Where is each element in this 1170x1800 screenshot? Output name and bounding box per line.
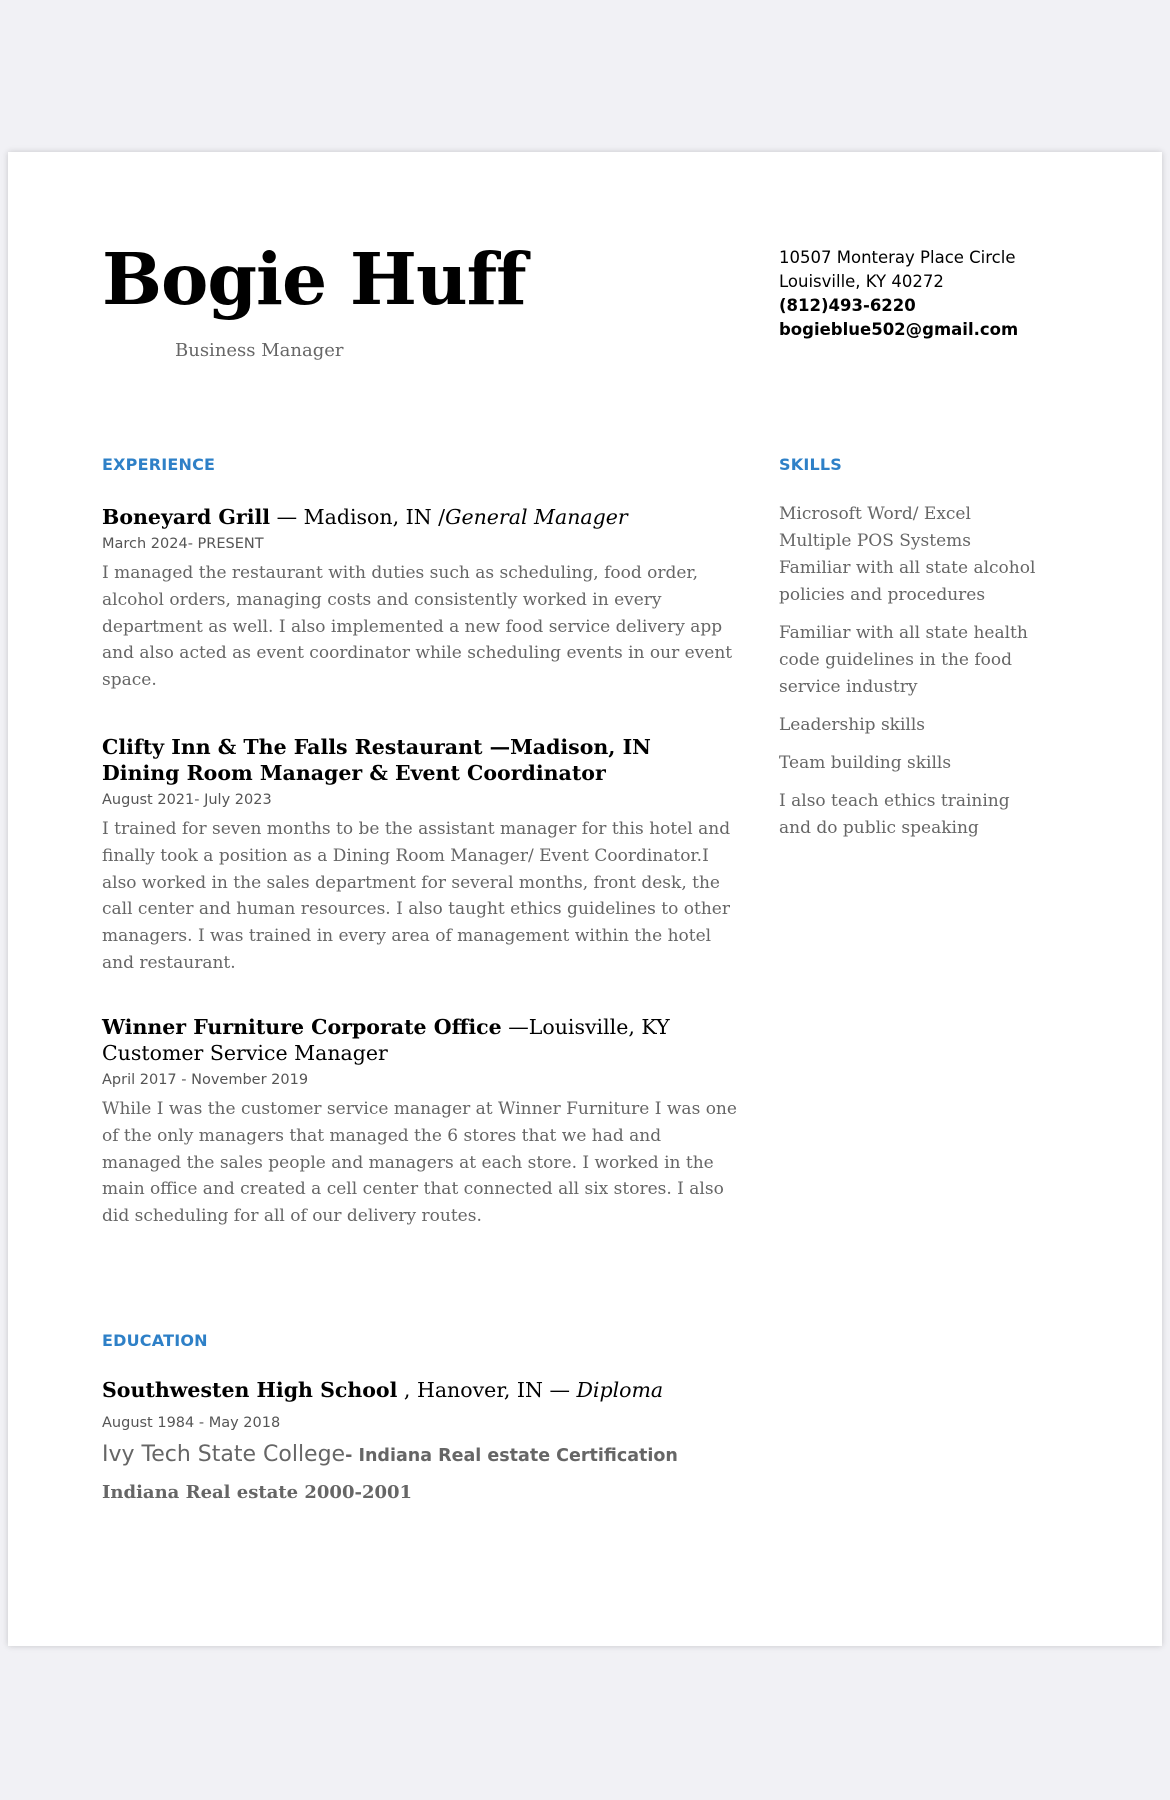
address-line-2: Louisville, KY 40272 xyxy=(779,272,944,291)
license-line: Indiana Real estate 2000-2001 xyxy=(102,1482,413,1503)
job-position: General Manager xyxy=(445,505,628,529)
experience-heading: EXPERIENCE xyxy=(102,455,216,474)
college-line xyxy=(102,1442,678,1467)
job-title-line xyxy=(102,734,742,760)
skill-item: Microsoft Word/ Excel xyxy=(779,504,971,524)
applicant-name: Bogie Huff xyxy=(102,237,526,321)
job-position: Dining Room Manager & Event Coordinator xyxy=(102,761,606,785)
job-position: Customer Service Manager xyxy=(102,1041,388,1065)
school-dates: August 1984 - May 2018 xyxy=(102,1415,281,1431)
resume-page xyxy=(8,152,1162,1646)
applicant-role: Business Manager xyxy=(175,340,344,361)
contact-block xyxy=(779,246,1018,342)
school-location: , Hanover, IN — xyxy=(397,1378,577,1402)
job-entry-3 xyxy=(102,1014,742,1230)
school-name: Southwesten High School xyxy=(102,1378,398,1402)
job-title-line xyxy=(102,1014,742,1040)
job-dates: August 2021- July 2023 xyxy=(102,792,272,808)
job-entry-1 xyxy=(102,504,742,694)
email-address: bogieblue502@gmail.com xyxy=(779,320,1019,339)
job-employer: Boneyard Grill xyxy=(102,505,271,529)
job-location: — Madison, IN / xyxy=(270,505,446,529)
job-employer: Clifty Inn & The Falls Restaurant —Madison, IN xyxy=(102,735,651,759)
education-heading: EDUCATION xyxy=(102,1331,208,1350)
college-name: Ivy Tech State College xyxy=(102,1442,346,1467)
skill-item: Familiar with all state alcohol policies and procedures xyxy=(779,558,1036,605)
job-location: —Louisville, KY xyxy=(501,1015,670,1039)
address-line-1: 10507 Monteray Place Circle xyxy=(779,248,1016,267)
job-dates: March 2024- PRESENT xyxy=(102,536,264,552)
job-employer: Winner Furniture Corporate Office xyxy=(102,1015,502,1039)
skill-item: Team building skills xyxy=(779,753,952,773)
job-entry-2 xyxy=(102,734,742,977)
job-position-line xyxy=(102,760,742,786)
school-line xyxy=(102,1378,663,1402)
job-description: I managed the restaurant with duties such as scheduling, food order, alcohol orders, managing costs and consistently worked in every department as well. I also implemented a new food service delivery app and also acted as event coordinator while scheduling events in our event space. xyxy=(102,563,733,691)
skills-heading: SKILLS xyxy=(779,455,842,474)
skill-item: Multiple POS Systems xyxy=(779,531,971,551)
skills-list xyxy=(779,501,1039,842)
school-degree: Diploma xyxy=(576,1378,664,1402)
job-dates: April 2017 - November 2019 xyxy=(102,1072,309,1088)
job-description: I trained for seven months to be the assistant manager for this hotel and finally took a position as a Dining Room Manager/ Event Coordinator.I also worked in the sales department for several months, front desk, the call center and human resources. I also taught ethics guidelines to other managers. I was trained in every area of management within the hotel and restaurant. xyxy=(102,819,731,973)
skill-item: Familiar with all state health code guidelines in the food service industry xyxy=(779,623,1028,697)
phone-number: (812)493-6220 xyxy=(779,296,916,315)
skill-item: I also teach ethics training and do public speaking xyxy=(779,791,1010,838)
skill-item: Leadership skills xyxy=(779,715,926,735)
college-certification: - Indiana Real estate Certification xyxy=(345,1446,678,1466)
job-title-line xyxy=(102,504,742,530)
job-description: While I was the customer service manager at Winner Furniture I was one of the only managers that managed the 6 stores that we had and managed the sales people and managers at each store. I worked in the main office and created a cell center that connected all six stores. I also did scheduling for all of our delivery routes. xyxy=(102,1099,737,1227)
